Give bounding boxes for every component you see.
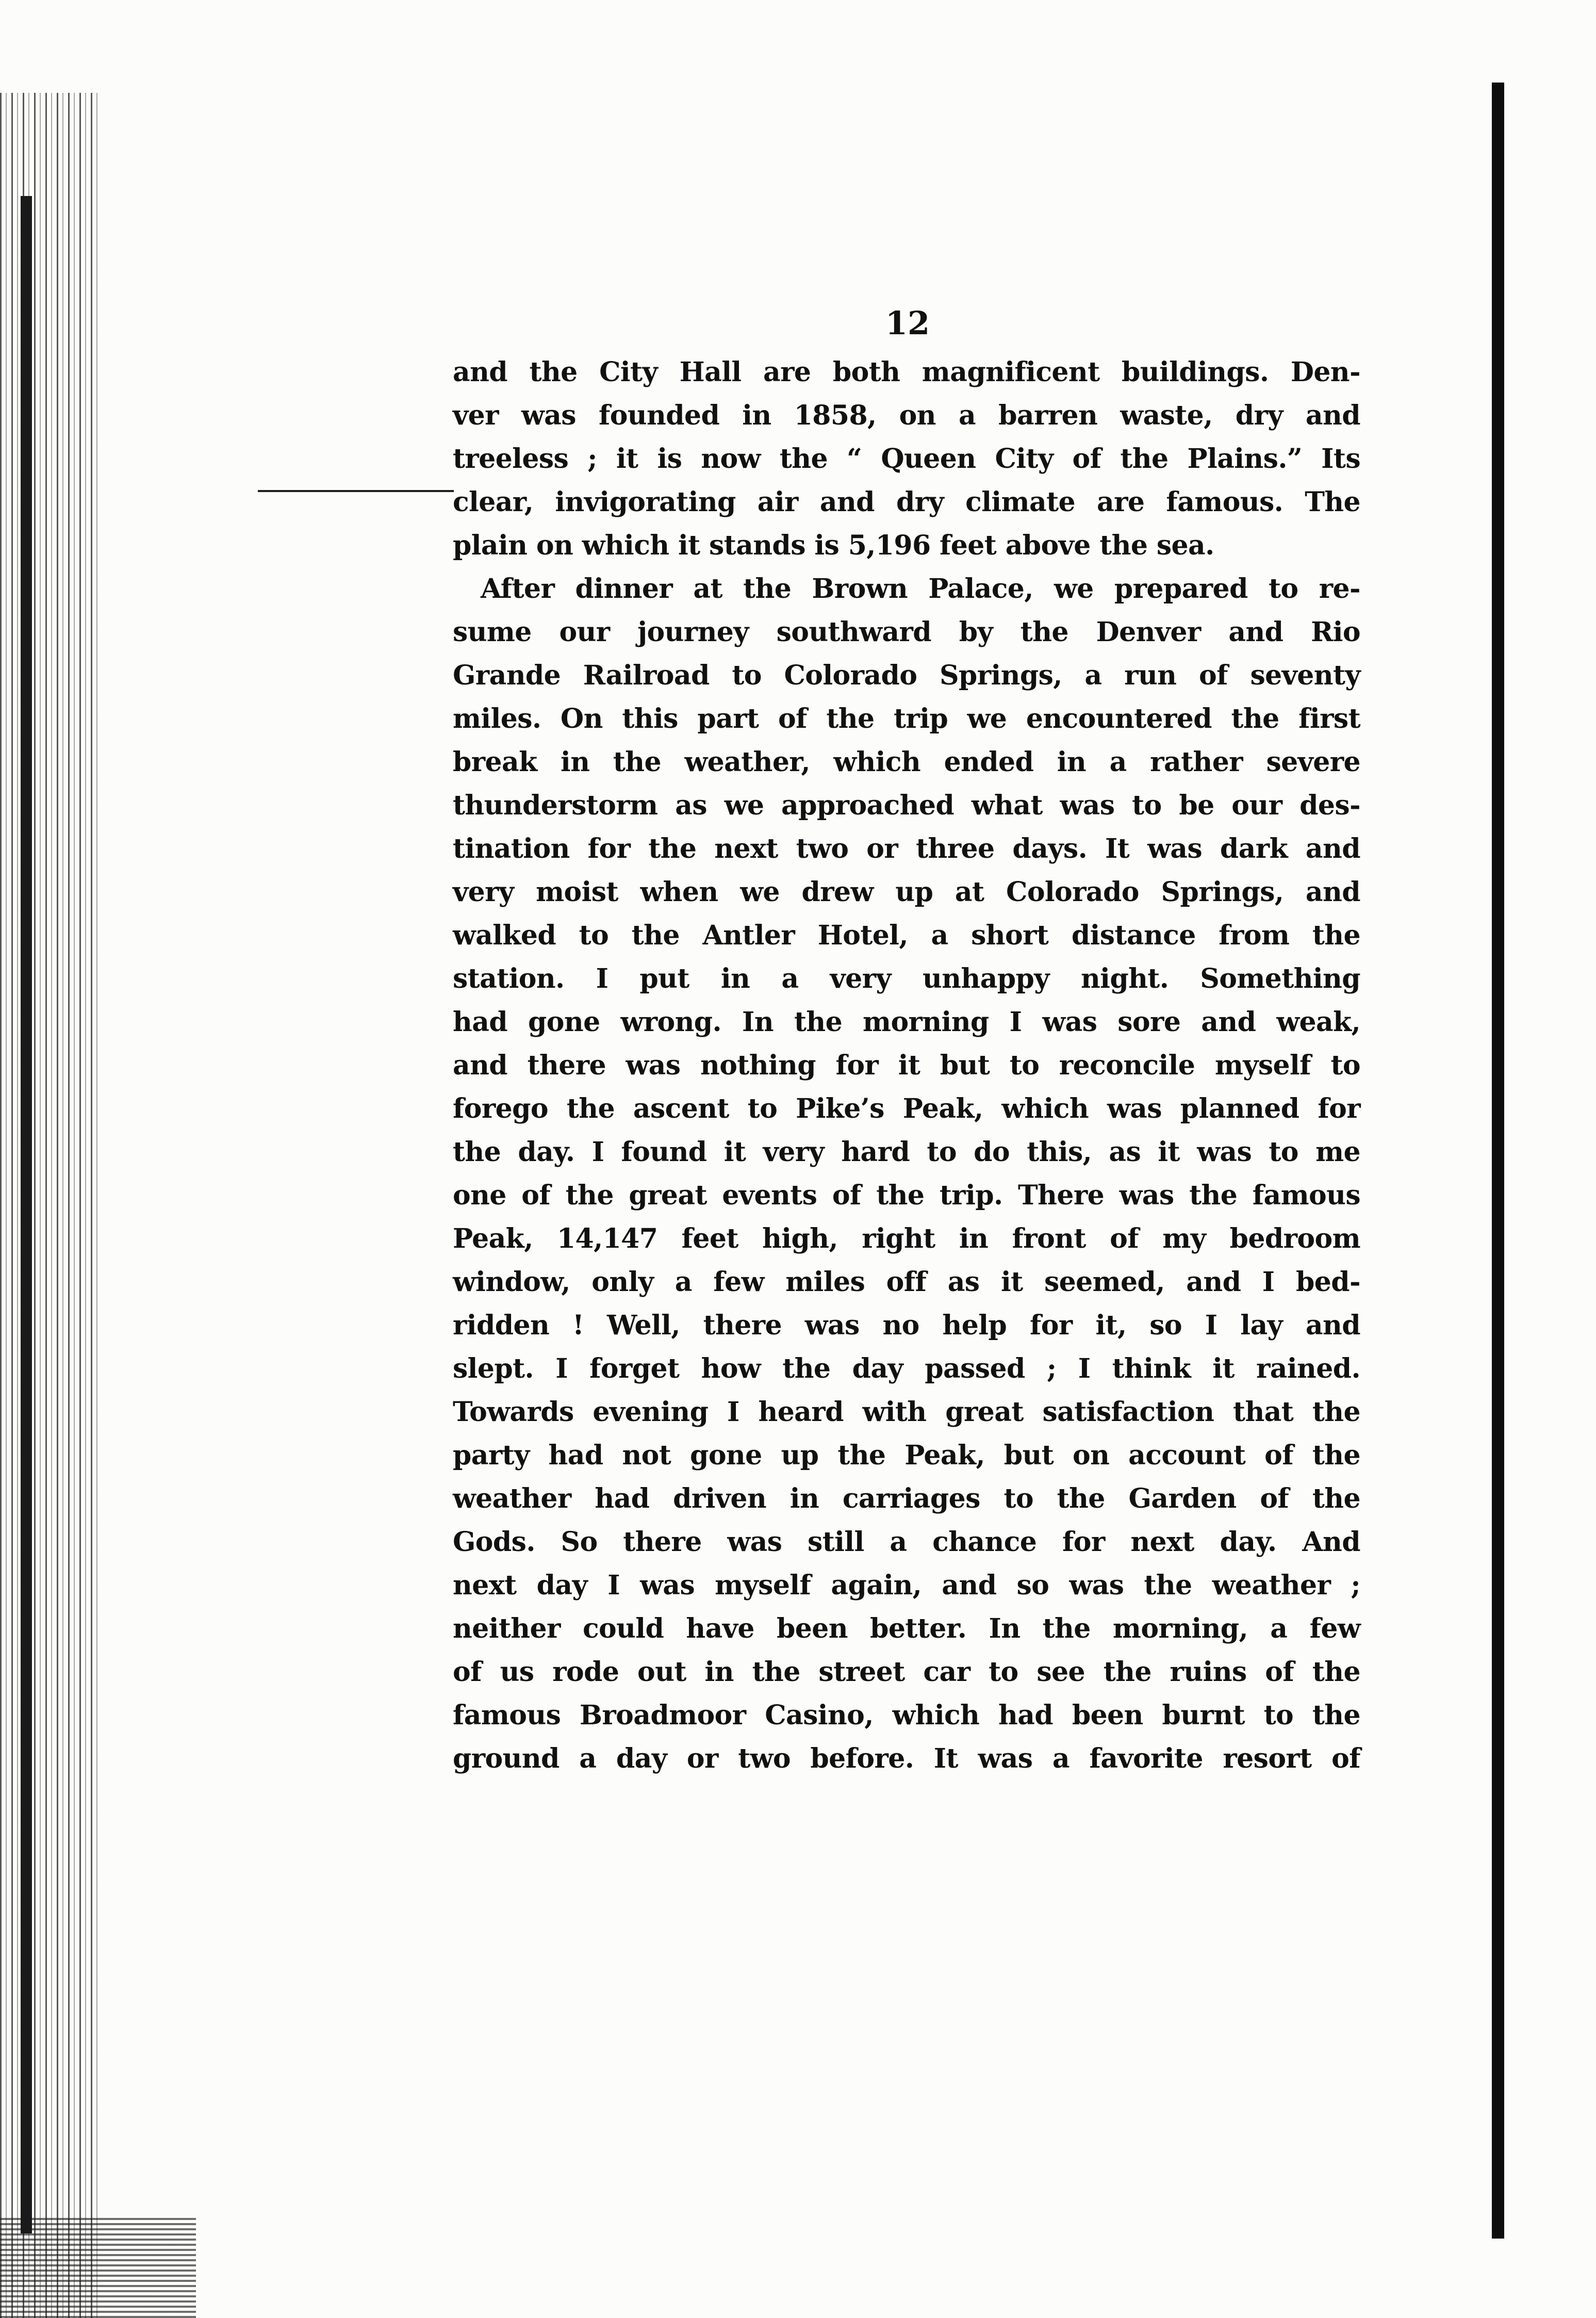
text-line: party had not gone up the Peak, but on account of the: [453, 1440, 1360, 1471]
text-line: Peak, 14,147 feet high, right in front of my bedroom: [453, 1223, 1360, 1254]
text-line: ground a day or two before. It was a favorite resort of: [453, 1743, 1360, 1774]
text-line: and there was nothing for it but to reconcile myself to: [453, 1050, 1360, 1081]
text-line: treeless ; it is now the “ Queen City of the Plains.” Its: [453, 443, 1360, 475]
text-line: clear, invigorating air and dry climate are famous. The: [453, 486, 1360, 518]
text-line: Grande Railroad to Colorado Springs, a run of seventy: [453, 660, 1360, 691]
binding-edge-bottom-shadow: [0, 2218, 196, 2318]
text-line: Gods. So there was still a chance for next day. And: [453, 1526, 1360, 1558]
margin-strike-line: [258, 490, 454, 492]
text-line: break in the weather, which ended in a rather severe: [453, 746, 1360, 778]
binding-edge-shadow: [0, 93, 98, 2318]
body-text: [453, 351, 1360, 1781]
text-line: miles. On this part of the trip we encountered the first: [453, 703, 1360, 734]
text-line: ridden ! Well, there was no help for it, so I lay and: [453, 1310, 1360, 1341]
text-line: station. I put in a very unhappy night. Something: [453, 963, 1360, 994]
text-line: famous Broadmoor Casino, which had been burnt to the: [453, 1700, 1360, 1731]
text-line: ver was founded in 1858, on a barren waste, dry and: [453, 400, 1360, 431]
text-line: neither could have been better. In the morning, a few: [453, 1613, 1360, 1644]
text-line: of us rode out in the street car to see the ruins of the: [453, 1656, 1360, 1688]
text-line: had gone wrong. In the morning I was sore and weak,: [453, 1006, 1360, 1038]
text-line: very moist when we drew up at Colorado Springs, and: [453, 876, 1360, 908]
text-line: thunderstorm as we approached what was to be our des-: [453, 790, 1360, 821]
text-line: After dinner at the Brown Palace, we prepared to re-: [481, 573, 1360, 605]
text-line: and the City Hall are both magnificent buildings. Den-: [453, 356, 1360, 388]
text-line: slept. I forget how the day passed ; I think it rained.: [453, 1353, 1360, 1384]
text-line: the day. I found it very hard to do this, as it was to me: [453, 1136, 1360, 1168]
binding-edge-dark-strip: [21, 196, 32, 2233]
text-line: weather had driven in carriages to the Garden of the: [453, 1483, 1360, 1514]
text-line: walked to the Antler Hotel, a short distance from the: [453, 920, 1360, 951]
text-line: sume our journey southward by the Denver and Rio: [453, 616, 1360, 648]
text-line: next day I was myself again, and so was the weather ;: [453, 1570, 1360, 1601]
text-line: Towards evening I heard with great satisfaction that the: [453, 1396, 1360, 1428]
text-line: one of the great events of the trip. There was the famous: [453, 1180, 1360, 1211]
text-line: window, only a few miles off as it seemed, and I bed-: [453, 1266, 1360, 1298]
page-number: 12: [885, 304, 930, 342]
right-margin-bar: [1492, 83, 1504, 2239]
text-line: tination for the next two or three days. It was dark and: [453, 833, 1360, 864]
text-line: plain on which it stands is 5,196 feet above the sea.: [453, 530, 1214, 561]
text-line: forego the ascent to Pike’s Peak, which was planned for: [453, 1093, 1360, 1124]
